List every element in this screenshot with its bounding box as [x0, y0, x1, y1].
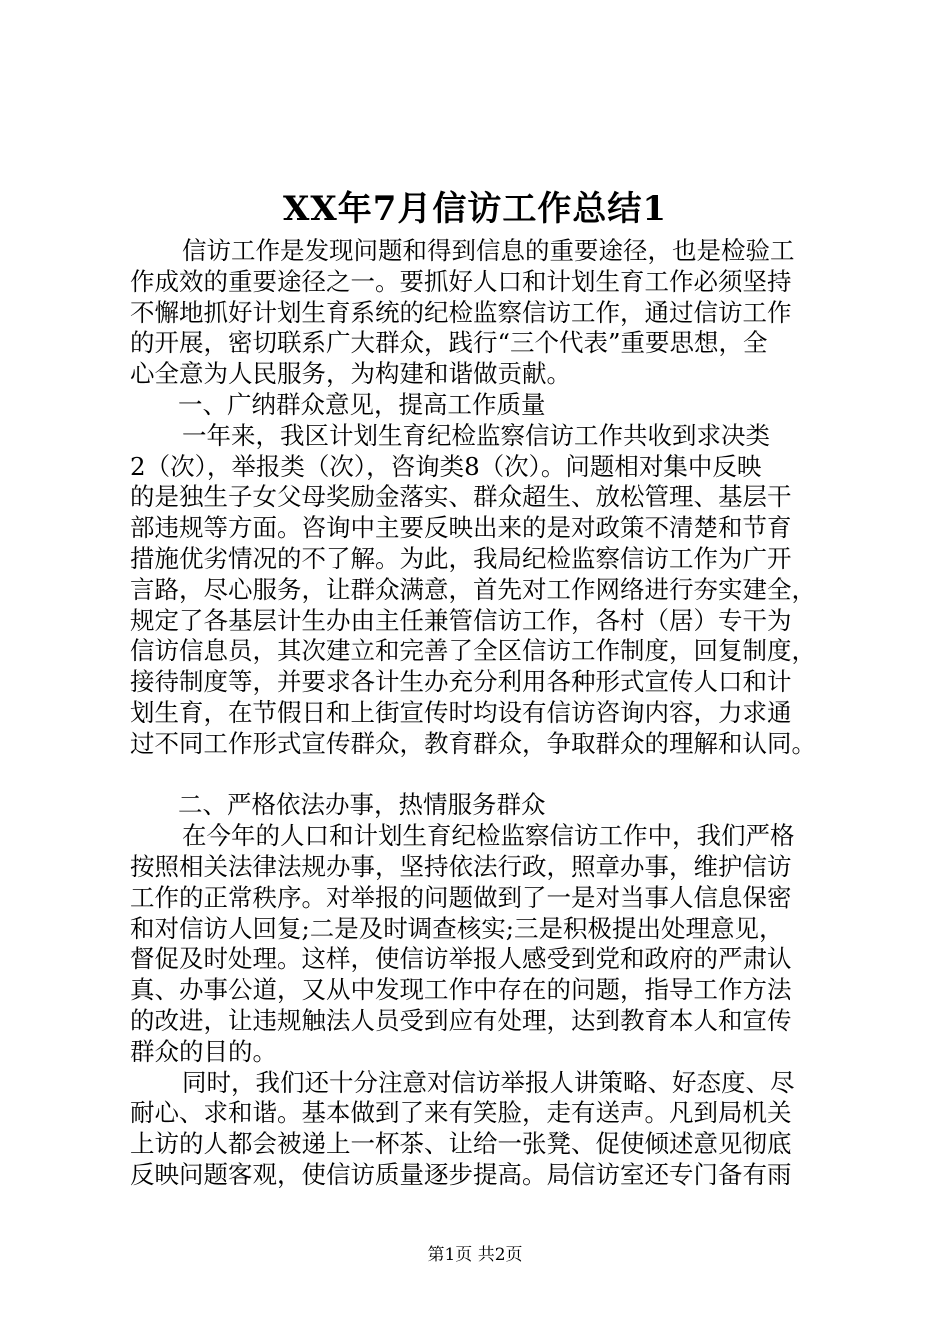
- document-body: [130, 236, 824, 1191]
- text-line: 划生育，在节假日和上街宣传时均设有信访咨询内容，力求通: [130, 697, 792, 727]
- blank-line: [130, 760, 824, 791]
- text-line: 一年来，我区计划生育纪检监察信访工作共收到求决类: [182, 420, 770, 450]
- text-line: 不懈地抓好计划生育系统的纪检监察信访工作，通过信访工作: [130, 297, 792, 327]
- text-line: 反映问题客观，使信访质量逐步提高。局信访室还专门备有雨: [130, 1159, 792, 1189]
- text-line: 同时，我们还十分注意对信访举报人讲策略、好态度、尽: [182, 1067, 795, 1097]
- section-heading: 一、广纳群众意见，提高工作质量: [178, 389, 546, 419]
- text-line: 信访工作是发现问题和得到信息的重要途径，也是检验工: [182, 236, 795, 265]
- text-line: 2（次），举报类（次），咨询类8（次）。问题相对集中反映: [130, 451, 762, 481]
- text-line: 督促及时处理。这样，使信访举报人感受到党和政府的严肃认: [130, 944, 792, 974]
- text-line: 接待制度等，并要求各计生办充分利用各种形式宣传人口和计: [130, 667, 792, 697]
- text-line: 群众的目的。: [130, 1036, 277, 1066]
- text-line: 措施优劣情况的不了解。为此，我局纪检监察信访工作为广开: [130, 543, 792, 573]
- text-line: 信访信息员，其次建立和完善了全区信访工作制度，回复制度，: [130, 636, 816, 666]
- text-line: 按照相关法律法规办事，坚持依法行政，照章办事，维护信访: [130, 851, 792, 881]
- text-line: 的是独生子女父母奖励金落实、群众超生、放松管理、基层干: [130, 482, 792, 512]
- page-footer: 第1页 共2页: [427, 1245, 523, 1265]
- text-line: 部违规等方面。咨询中主要反映出来的是对政策不清楚和节育: [130, 513, 792, 543]
- section-heading: 二、严格依法办事，热情服务群众: [178, 790, 546, 820]
- text-line: 在今年的人口和计划生育纪检监察信访工作中，我们严格: [182, 821, 795, 851]
- text-line: 和对信访人回复;二是及时调查核实;三是积极提出处理意见，: [130, 913, 784, 943]
- text-line: 上访的人都会被递上一杯茶、让给一张凳、促使倾述意见彻底: [130, 1129, 792, 1159]
- text-line: 的开展，密切联系广大群众，践行“三个代表”重要思想，全: [130, 328, 768, 358]
- text-line: 言路，尽心服务，让群众满意，首先对工作网络进行夯实建全，: [130, 574, 816, 604]
- text-line: 耐心、求和谐。基本做到了来有笑脸，走有送声。凡到局机关: [130, 1098, 792, 1128]
- text-line: 工作的正常秩序。对举报的问题做到了一是对当事人信息保密: [130, 882, 792, 912]
- text-line: 过不同工作形式宣传群众，教育群众，争取群众的理解和认同。: [130, 728, 816, 758]
- document-title: XX年7月信访工作总结1: [282, 189, 668, 229]
- text-line: 真、办事公道，又从中发现工作中存在的问题，指导工作方法: [130, 975, 792, 1005]
- text-line: 作成效的重要途径之一。要抓好人口和计划生育工作必须坚持: [130, 266, 792, 296]
- text-line: 规定了各基层计生办由主任兼管信访工作，各村（居）专干为: [130, 605, 792, 635]
- text-line: 心全意为人民服务，为构建和谐做贡献。: [130, 359, 571, 389]
- text-line: 的改进，让违规触法人员受到应有处理，达到教育本人和宣传: [130, 1005, 792, 1035]
